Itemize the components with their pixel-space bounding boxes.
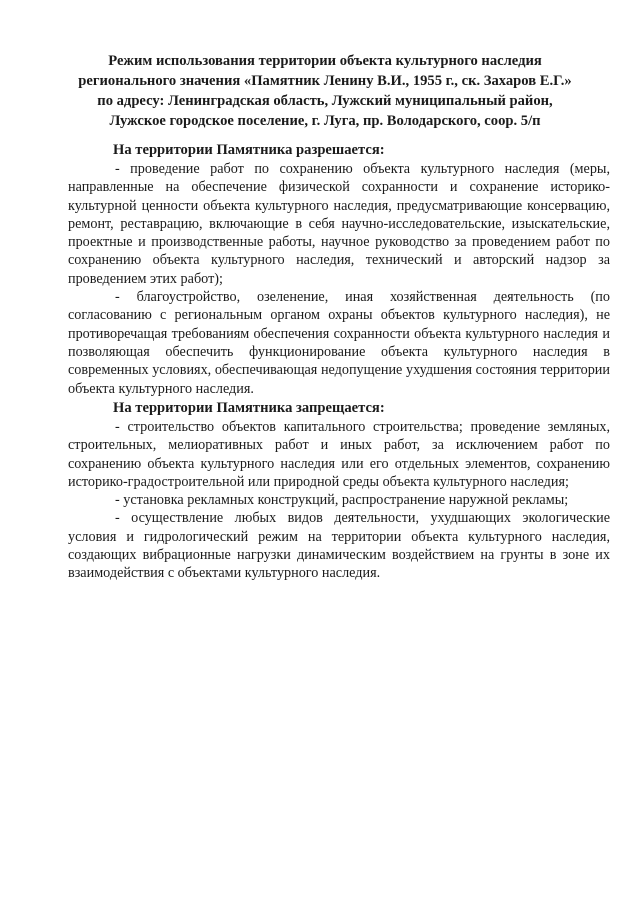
forbidden-item: - установка рекламных конструкций, распространение наружной рекламы;	[115, 492, 569, 509]
allowed-heading: На территории Памятника разрешается:	[113, 142, 385, 158]
allowed-item: - благоустройство, озеленение, иная хозяйственная деятельность (по согласованию с региональным органом охраны объектов культурного наследия), не противоречащая требованиям обеспечения сохранности объекта культурного наследия и позволяющая обеспечить функционирование объекта культурного наследия в современных условиях, обеспечивающая недопущение ухудшения состояния территории объекта культурного наследия.	[68, 289, 610, 397]
title-line: по адресу: Ленинградская область, Лужский муниципальный район,	[97, 93, 553, 109]
allowed-item: - проведение работ по сохранению объекта культурного наследия (меры, направленные на обеспечение физической сохранности и сохранение историко-культурной ценности объекта культурного наследия, предусматривающие консервацию, ремонт, реставрацию, включающие в себя научно-исследовательские, изыскательские, проектные и производственные работы, научное руководство за проведением работ по сохранению объекта культурного наследия, технический и авторский надзор за проведением этих работ);	[68, 161, 610, 287]
forbidden-section	[68, 399, 610, 583]
document-title	[60, 51, 590, 131]
forbidden-item: - строительство объектов капитального строительства; проведение земляных, строительных, мелиоративных работ и иных работ, за исключением работ по сохранению объекта культурного наследия или его отдельных элементов, сохранению историко-градостроительной или природной среды объекта культурного наследия;	[68, 419, 610, 490]
allowed-section	[68, 141, 610, 398]
forbidden-item: - осуществление любых видов деятельности, ухудшающих экологические условия и гидрологический режим на территории объекта культурного наследия, создающих вибрационные нагрузки динамическим воздействием на грунты в зоне их взаимодействия с объектами культурного наследия.	[68, 510, 610, 582]
forbidden-heading: На территории Памятника запрещается:	[113, 400, 385, 416]
title-line: Режим использования территории объекта культурного наследия	[108, 53, 542, 69]
title-line: регионального значения «Памятник Ленину В.И., 1955 г., ск. Захаров Е.Г.»	[78, 73, 572, 89]
title-line: Лужское городское поселение, г. Луга, пр. Володарского, соор. 5/п	[109, 113, 541, 129]
